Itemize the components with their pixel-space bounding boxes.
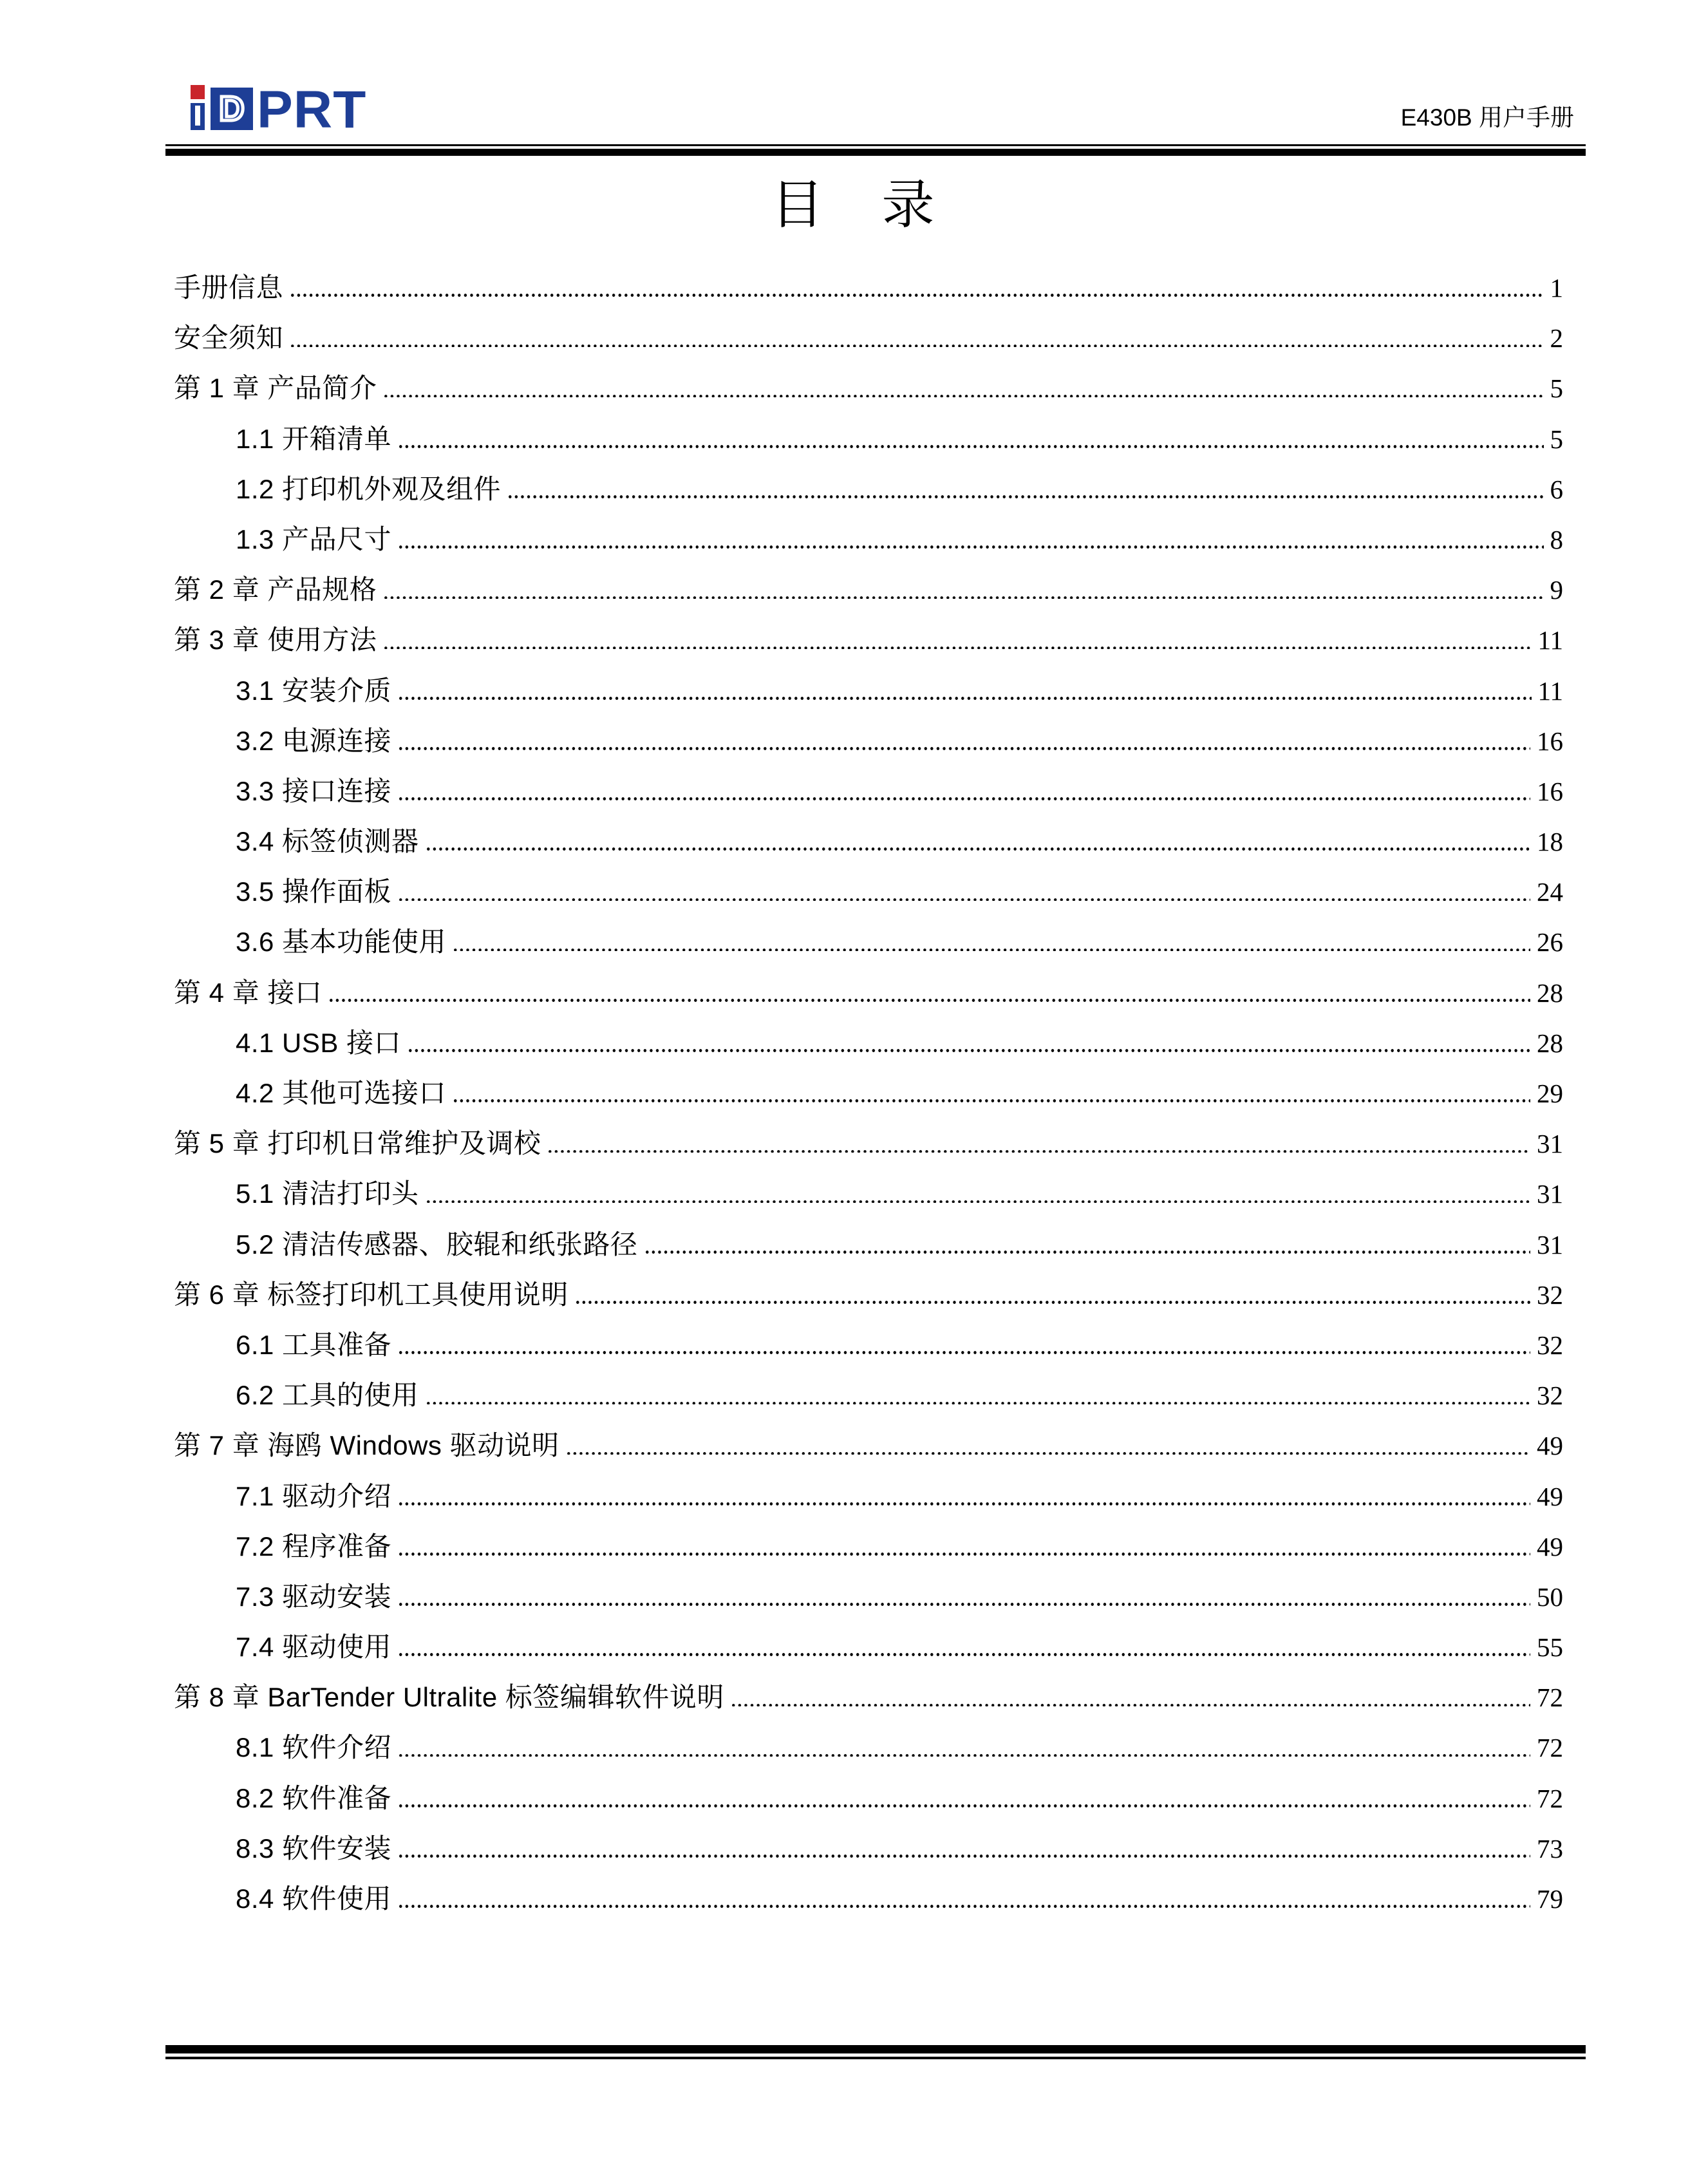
header-rule-thin (165, 144, 1586, 146)
toc-leader-dots (399, 1502, 1530, 1505)
toc-page-number: 28 (1537, 1028, 1563, 1058)
toc-entry[interactable] (174, 1607, 1563, 1663)
toc-leader-dots (399, 445, 1543, 448)
toc-page-number: 5 (1550, 424, 1563, 454)
toc-page-number: 24 (1537, 877, 1563, 907)
toc-page-number: 55 (1537, 1632, 1563, 1663)
toc-leader-dots (399, 1854, 1530, 1858)
toc-leader-dots (567, 1452, 1530, 1455)
toc-entry[interactable] (174, 1254, 1563, 1310)
toc-page-number: 18 (1537, 827, 1563, 857)
logo-i-stem-icon (191, 103, 205, 130)
toc-leader-dots (646, 1250, 1530, 1254)
toc-entry-label: 3.3 接口连接 (236, 775, 392, 806)
toc-entry[interactable] (174, 399, 1563, 454)
toc-entry[interactable] (174, 952, 1563, 1008)
toc-leader-dots (399, 1653, 1530, 1656)
toc-page-number: 8 (1550, 524, 1563, 554)
toc-page-number: 5 (1550, 373, 1563, 404)
toc-leader-dots (399, 1754, 1530, 1757)
toc-entry-label: 1.1 开箱清单 (236, 423, 392, 454)
toc-entry[interactable] (174, 1405, 1563, 1461)
toc-leader-dots (399, 747, 1530, 750)
toc-entry[interactable] (174, 650, 1563, 706)
toc-entry-label: 4.2 其他可选接口 (236, 1078, 447, 1108)
toc-entry-label: 5.2 清洁传感器、胶辊和纸张路径 (236, 1229, 638, 1260)
toc-entry[interactable] (174, 499, 1563, 554)
table-of-contents (174, 247, 1563, 1914)
toc-entry[interactable] (174, 247, 1563, 303)
toc-entry-label: 5.1 清洁打印头 (236, 1178, 419, 1209)
toc-entry[interactable] (174, 801, 1563, 857)
toc-entry-label: 3.2 电源连接 (236, 725, 392, 756)
toc-page-number: 72 (1537, 1783, 1563, 1813)
toc-entry[interactable] (174, 1707, 1563, 1763)
toc-entry[interactable] (174, 1355, 1563, 1411)
toc-entry-label: 第 7 章 海鸥 Windows 驱动说明 (174, 1430, 559, 1461)
header-document-title: E430B 用户手册 (1400, 104, 1574, 131)
toc-entry-label: 第 1 章 产品简介 (174, 373, 377, 404)
toc-page-number: 72 (1537, 1683, 1563, 1713)
toc-leader-dots (454, 948, 1530, 952)
toc-page-number: 49 (1537, 1531, 1563, 1562)
toc-leader-dots (399, 898, 1530, 901)
toc-leader-dots (399, 697, 1531, 700)
toc-entry[interactable] (174, 1506, 1563, 1562)
toc-entry[interactable] (174, 1808, 1563, 1864)
toc-page-number: 26 (1537, 927, 1563, 958)
toc-entry[interactable] (174, 851, 1563, 907)
toc-entry[interactable] (174, 1103, 1563, 1159)
toc-leader-dots (399, 1603, 1530, 1606)
toc-page-number: 32 (1537, 1330, 1563, 1360)
page-title: 目 录 (771, 176, 937, 234)
toc-entry-label: 第 4 章 接口 (174, 977, 323, 1008)
toc-entry-label: 第 2 章 产品规格 (174, 574, 377, 605)
toc-leader-dots (291, 344, 1543, 348)
toc-entry[interactable] (174, 901, 1563, 958)
footer-rule-thin (165, 2057, 1586, 2059)
toc-leader-dots (384, 646, 1531, 650)
toc-entry-label: 8.2 软件准备 (236, 1782, 392, 1813)
toc-leader-dots (399, 1804, 1530, 1807)
toc-entry-label: 6.1 工具准备 (236, 1329, 392, 1360)
toc-entry[interactable] (174, 599, 1563, 656)
toc-entry-label: 4.1 USB 接口 (236, 1027, 402, 1058)
toc-entry[interactable] (174, 1456, 1563, 1511)
toc-entry-label: 7.3 驱动安装 (236, 1581, 392, 1612)
toc-page-number: 6 (1550, 474, 1563, 504)
toc-page-number: 50 (1537, 1581, 1563, 1612)
toc-leader-dots (509, 495, 1543, 498)
toc-entry[interactable] (174, 701, 1563, 756)
toc-page-number: 32 (1537, 1279, 1563, 1310)
toc-leader-dots (384, 395, 1543, 398)
toc-entry[interactable] (174, 1758, 1563, 1813)
toc-entry-label: 7.4 驱动使用 (236, 1632, 392, 1663)
toc-entry-label: 7.1 驱动介绍 (236, 1480, 392, 1511)
toc-entry-label: 8.3 软件安装 (236, 1833, 392, 1864)
toc-page-number: 11 (1537, 675, 1563, 706)
toc-entry[interactable] (174, 348, 1563, 404)
toc-entry-label: 8.1 软件介绍 (236, 1732, 392, 1763)
toc-entry-label: 6.2 工具的使用 (236, 1380, 419, 1411)
toc-leader-dots (399, 1905, 1530, 1908)
toc-leader-dots (549, 1150, 1530, 1153)
toc-entry-label: 第 5 章 打印机日常维护及调校 (174, 1128, 541, 1159)
toc-entry-label: 3.5 操作面板 (236, 876, 392, 907)
toc-entry-label: 1.2 打印机外观及组件 (236, 473, 502, 504)
toc-page-number: 9 (1550, 575, 1563, 605)
toc-entry-label: 安全须知 (174, 323, 284, 354)
toc-leader-dots (427, 1200, 1530, 1203)
toc-leader-dots (399, 1351, 1530, 1354)
logo-prt-text: PRT (257, 80, 367, 139)
footer-rule-thick (165, 2045, 1586, 2053)
toc-entry-label: 3.1 安装介质 (236, 675, 392, 706)
toc-page-number: 49 (1537, 1431, 1563, 1461)
idprt-logo (191, 80, 367, 139)
logo-red-dot-icon (191, 85, 205, 99)
toc-entry[interactable] (174, 1657, 1563, 1713)
toc-page-number: 29 (1537, 1079, 1563, 1108)
toc-entry[interactable] (174, 751, 1563, 806)
toc-entry[interactable] (174, 1153, 1563, 1209)
toc-entry-label: 3.6 基本功能使用 (236, 927, 447, 958)
toc-page-number: 16 (1537, 776, 1563, 806)
toc-page-number: 32 (1537, 1381, 1563, 1411)
toc-entry-label: 手册信息 (174, 272, 284, 303)
toc-entry[interactable] (174, 1858, 1563, 1914)
toc-leader-dots (399, 1552, 1530, 1556)
toc-entry[interactable] (174, 1305, 1563, 1360)
toc-page-number: 28 (1537, 977, 1563, 1008)
toc-leader-dots (409, 1049, 1530, 1052)
toc-entry[interactable] (174, 1556, 1563, 1612)
toc-page-number: 31 (1537, 1179, 1563, 1209)
toc-entry-label: 第 3 章 使用方法 (174, 625, 377, 656)
toc-page-number: 79 (1537, 1884, 1563, 1914)
toc-leader-dots (427, 1402, 1530, 1405)
toc-leader-dots (399, 545, 1543, 549)
toc-page-number: 16 (1537, 726, 1563, 756)
toc-leader-dots (454, 1099, 1530, 1102)
toc-entry[interactable] (174, 1003, 1563, 1058)
toc-page-number: 11 (1537, 625, 1563, 656)
header-rule-thick (165, 149, 1586, 156)
toc-page-number: 73 (1537, 1833, 1563, 1864)
logo-letter-d-icon: D (211, 88, 253, 130)
toc-entry-label: 第 8 章 BarTender Ultralite 标签编辑软件说明 (174, 1682, 724, 1713)
toc-entry[interactable] (174, 1204, 1563, 1260)
toc-leader-dots (732, 1704, 1530, 1707)
toc-leader-dots (330, 999, 1530, 1002)
toc-leader-dots (399, 797, 1530, 800)
toc-entry-label: 3.4 标签侦测器 (236, 826, 419, 857)
toc-leader-dots (427, 847, 1530, 851)
toc-page-number: 1 (1550, 273, 1563, 303)
toc-entry[interactable] (174, 1053, 1563, 1108)
toc-page-number: 72 (1537, 1733, 1563, 1763)
toc-entry-label: 8.4 软件使用 (236, 1883, 392, 1914)
toc-entry-label: 1.3 产品尺寸 (236, 524, 392, 554)
logo-letter-i-icon (191, 85, 206, 131)
toc-entry-label: 7.2 程序准备 (236, 1531, 392, 1562)
toc-entry[interactable] (174, 449, 1563, 504)
toc-entry[interactable] (174, 297, 1563, 354)
toc-leader-dots (576, 1301, 1530, 1304)
toc-page-number: 2 (1550, 323, 1563, 354)
toc-page-number: 31 (1537, 1229, 1563, 1260)
toc-leader-dots (384, 596, 1543, 599)
toc-leader-dots (291, 294, 1543, 297)
toc-page-number: 31 (1537, 1129, 1563, 1159)
toc-entry[interactable] (174, 549, 1563, 605)
toc-entry-label: 第 6 章 标签打印机工具使用说明 (174, 1279, 568, 1310)
toc-page-number: 49 (1537, 1481, 1563, 1511)
